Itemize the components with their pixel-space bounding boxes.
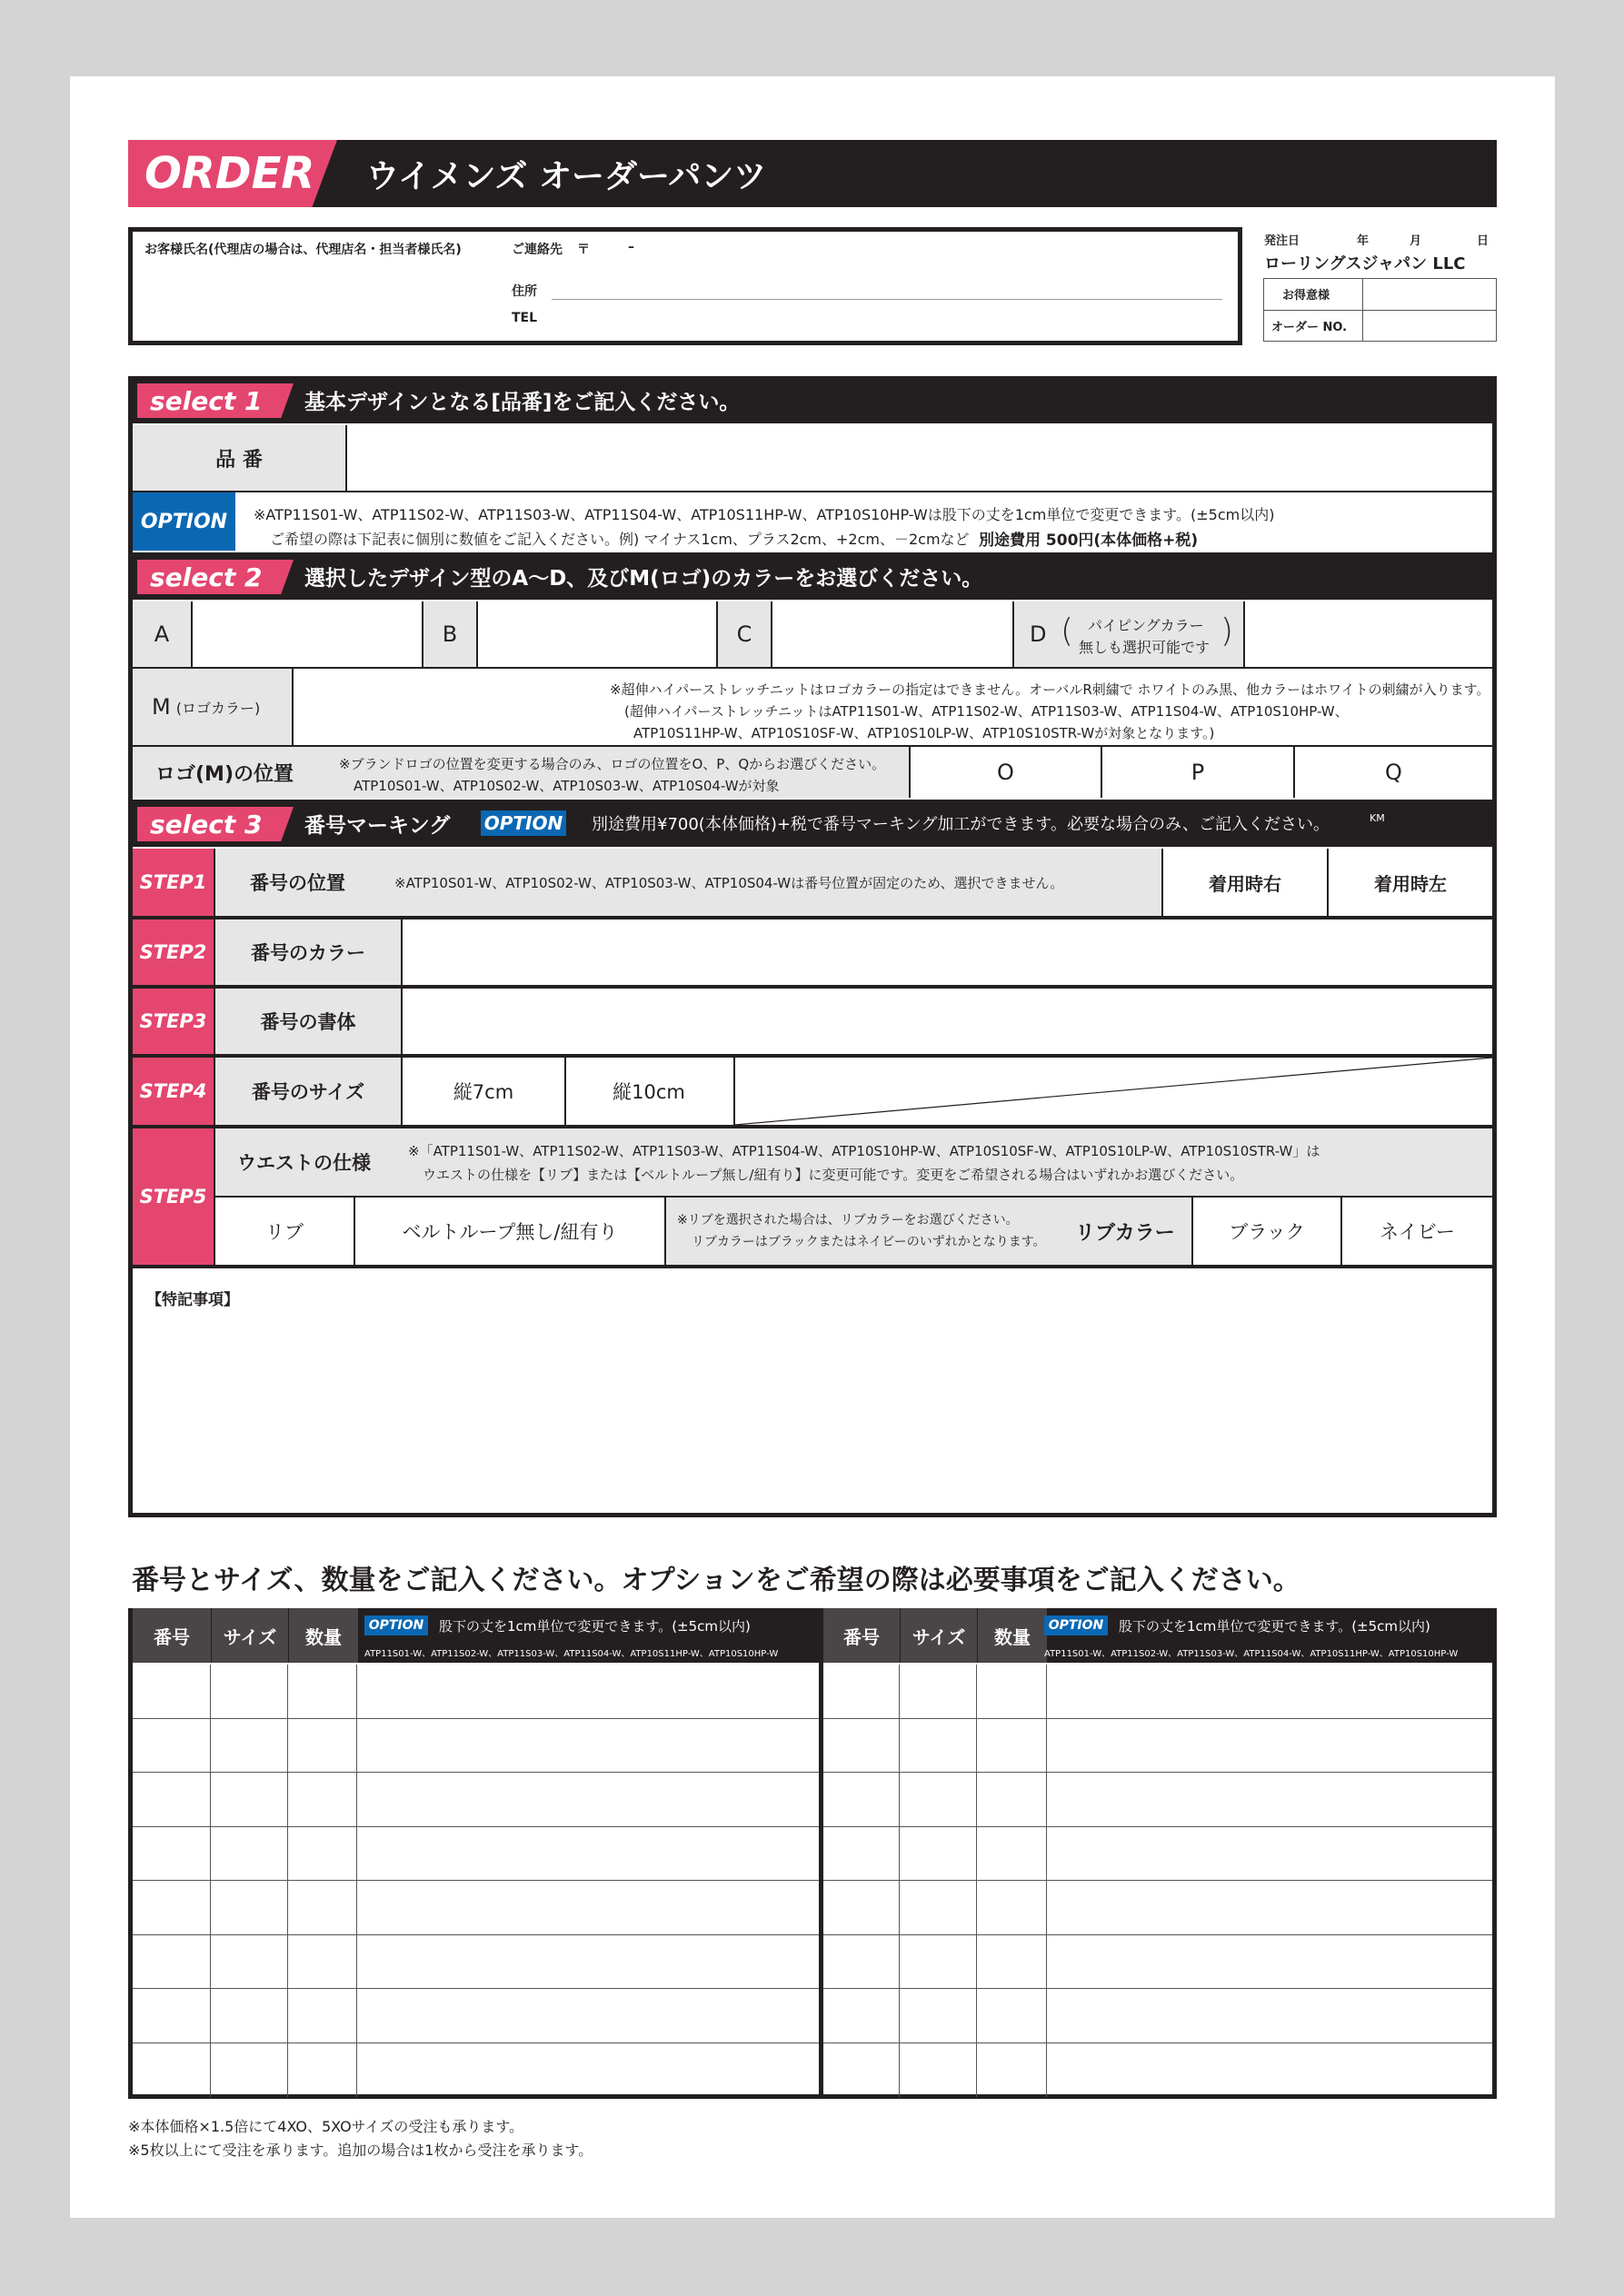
color-d-note1: パイピングカラー bbox=[1088, 617, 1204, 634]
select1-option-tag: OPTION bbox=[133, 492, 235, 551]
right-size-cell[interactable] bbox=[900, 1935, 977, 1990]
select1-option-line1: ※ATP11S01-W、ATP11S02-W、ATP11S03-W、ATP11S04-W、ATP10S11HP-W、ATP10S10HP-Wは股下の丈を1cm単位で変更できます。(±5cm以内) bbox=[254, 506, 1275, 523]
item-number-field[interactable] bbox=[347, 425, 1492, 491]
right-option-cell[interactable] bbox=[1047, 2043, 1492, 2098]
left-option-cell[interactable] bbox=[357, 1881, 819, 1935]
color-d-field[interactable] bbox=[1245, 601, 1492, 667]
color-b-field[interactable] bbox=[478, 601, 714, 667]
left-size-cell[interactable] bbox=[211, 1665, 288, 1719]
header-bar bbox=[128, 140, 1497, 207]
step5-note1: ※「ATP11S01-W、ATP11S02-W、ATP11S03-W、ATP11S04-W、ATP10S10HP-W、ATP10S10SF-W、ATP10S10LP-W、ATP10S10STR-W」は bbox=[408, 1143, 1320, 1159]
left-number-cell[interactable] bbox=[133, 1935, 211, 1990]
right-number-cell[interactable] bbox=[823, 1989, 900, 2043]
notes-label: 【特記事項】 bbox=[146, 1291, 239, 1309]
rib-note1: ※リブを選択された場合は、リブカラーをお選びください。 bbox=[677, 1213, 1019, 1228]
color-a-label: A bbox=[133, 601, 191, 667]
step4-option-7cm[interactable]: 縦7cm bbox=[453, 1081, 514, 1103]
rib-color-label: リブカラー bbox=[1075, 1221, 1175, 1245]
left-header-number: 番号 bbox=[133, 1608, 211, 1663]
select1-title: 基本デザインとなる[品番]をご記入ください。 bbox=[304, 390, 741, 414]
right-option-cell[interactable] bbox=[1047, 1989, 1492, 2043]
right-number-cell[interactable] bbox=[823, 1773, 900, 1827]
color-a-field[interactable] bbox=[193, 601, 420, 667]
order-date-day: 日 bbox=[1477, 234, 1489, 248]
order-date-month: 月 bbox=[1410, 234, 1422, 248]
select1-option-length-field[interactable] bbox=[237, 492, 1491, 551]
left-number-cell[interactable] bbox=[133, 1989, 211, 2043]
step1-tag: STEP1 bbox=[133, 849, 214, 916]
logo-color-label bbox=[152, 669, 260, 745]
left-qty-cell[interactable] bbox=[288, 1773, 357, 1827]
right-size-cell[interactable] bbox=[900, 1881, 977, 1935]
step4-option-10cm[interactable]: 縦10cm bbox=[613, 1081, 685, 1103]
right-qty-cell[interactable] bbox=[977, 2043, 1047, 2098]
color-d-paren-close: ) bbox=[1220, 612, 1234, 650]
step3-tag: STEP3 bbox=[133, 989, 214, 1054]
left-size-cell[interactable] bbox=[211, 1935, 288, 1990]
rib-note2: リブカラーはブラックまたはネイビーのいずれかとなります。 bbox=[692, 1235, 1046, 1249]
postal-dash: – bbox=[628, 240, 634, 254]
right-header-qty: 数量 bbox=[978, 1608, 1047, 1663]
right-number-cell[interactable] bbox=[823, 1719, 900, 1774]
left-size-cell[interactable] bbox=[211, 1881, 288, 1935]
left-option-cell[interactable] bbox=[357, 1665, 819, 1719]
left-qty-cell[interactable] bbox=[288, 1665, 357, 1719]
customer-name-label: お客様氏名(代理店の場合は、代理店名・担当者様氏名) bbox=[144, 243, 462, 257]
color-d-label: D bbox=[1030, 621, 1047, 647]
right-option-cell[interactable] bbox=[1047, 1773, 1492, 1827]
right-number-cell[interactable] bbox=[823, 2043, 900, 2098]
right-qty-cell[interactable] bbox=[977, 1881, 1047, 1935]
right-option-cell[interactable] bbox=[1047, 1665, 1492, 1719]
right-header-number: 番号 bbox=[823, 1608, 900, 1663]
left-qty-cell[interactable] bbox=[288, 1719, 357, 1774]
step5-option-beltloop[interactable]: ベルトループ無し/紐有り bbox=[402, 1221, 618, 1243]
left-size-cell[interactable] bbox=[211, 1989, 288, 2043]
left-option-cell[interactable] bbox=[357, 1827, 819, 1882]
color-d-note2: 無しも選択可能です bbox=[1079, 639, 1211, 656]
right-qty-cell[interactable] bbox=[977, 1989, 1047, 2043]
right-header-option-models: ATP11S01-W、ATP11S02-W、ATP11S03-W、ATP11S04-W、ATP10S11HP-W、ATP10S10HP-W bbox=[1044, 1649, 1459, 1659]
logo-color-note1: ※超伸ハイパーストレッチニットはロゴカラーの指定はできません。オーバルR刺繍で ホワイトのみ黒、他カラーはホワイトの刺繍が入ります。 bbox=[610, 681, 1490, 698]
right-size-cell[interactable] bbox=[900, 1773, 977, 1827]
order-sheet bbox=[70, 76, 1555, 2218]
right-qty-cell[interactable] bbox=[977, 1665, 1047, 1719]
order-date-year: 年 bbox=[1357, 234, 1370, 248]
right-option-cell[interactable] bbox=[1047, 1719, 1492, 1774]
right-option-cell[interactable] bbox=[1047, 1935, 1492, 1990]
left-size-cell[interactable] bbox=[211, 2043, 288, 2098]
select1-option-fee: 別途費用 500円(本体価格+税) bbox=[979, 532, 1199, 550]
address-label: 住所 bbox=[512, 284, 537, 299]
right-header-size: サイズ bbox=[901, 1608, 977, 1663]
select3-desc: 別途費用¥700(本体価格)+税で番号マーキング加工ができます。必要な場合のみ、ご記入ください。 bbox=[592, 815, 1330, 834]
left-number-cell[interactable] bbox=[133, 1773, 211, 1827]
right-number-cell[interactable] bbox=[823, 1881, 900, 1935]
left-number-cell[interactable] bbox=[133, 1665, 211, 1719]
right-size-cell[interactable] bbox=[900, 1989, 977, 2043]
left-number-cell[interactable] bbox=[133, 1881, 211, 1935]
order-label: ORDER bbox=[144, 148, 315, 199]
step4-diagonal-line bbox=[735, 1058, 1492, 1125]
right-size-cell[interactable] bbox=[900, 2043, 977, 2098]
step1-note: ※ATP10S01-W、ATP10S02-W、ATP10S03-W、ATP10S04-Wは番号位置が固定のため、選択できません。 bbox=[394, 874, 1064, 891]
right-header-option-tag: OPTION bbox=[1044, 1615, 1108, 1635]
logo-color-field[interactable] bbox=[294, 669, 603, 745]
step3-label: 番号の書体 bbox=[215, 989, 401, 1054]
step5-note2: ウエストの仕様を【リブ】または【ベルトループ無し/紐有り】に変更可能です。変更をご希望される場合はいずれかお選びください。 bbox=[423, 1167, 1244, 1183]
rib-color-black[interactable]: ブラック bbox=[1229, 1221, 1305, 1243]
step3-field[interactable] bbox=[403, 989, 1492, 1054]
footer-note2: ※5枚以上にて受注を承ります。追加の場合は1枚から受注を承ります。 bbox=[128, 2142, 593, 2159]
select1-option-line2: ご希望の際は下記表に個別に数値をご記入ください。例) マイナス1cm、プラス2cm、+2cm、－2cmなど bbox=[270, 531, 970, 548]
color-d-paren-open: ( bbox=[1061, 612, 1074, 650]
logo-color-m: M bbox=[152, 694, 171, 720]
customer-name-field[interactable] bbox=[143, 258, 506, 335]
left-number-cell[interactable] bbox=[133, 2043, 211, 2098]
right-size-cell[interactable] bbox=[900, 1827, 977, 1882]
step5-label: ウエストの仕様 bbox=[237, 1152, 371, 1174]
step2-label: 番号のカラー bbox=[215, 919, 401, 985]
client-label: お得意様 bbox=[1282, 289, 1330, 303]
step5-header-box bbox=[215, 1128, 1492, 1196]
step4-tag: STEP4 bbox=[133, 1058, 214, 1125]
logo-position-note2: ATP10S01-W、ATP10S02-W、ATP10S03-W、ATP10S04-Wが対象 bbox=[354, 778, 780, 794]
left-header-size: サイズ bbox=[212, 1608, 288, 1663]
tel-field[interactable] bbox=[552, 305, 1222, 331]
select1-tag: select 1 bbox=[150, 385, 263, 416]
client-field[interactable] bbox=[1363, 279, 1496, 309]
right-size-cell[interactable] bbox=[900, 1719, 977, 1774]
left-header-qty: 数量 bbox=[289, 1608, 358, 1663]
company-name: ローリングスジャパン LLC bbox=[1264, 254, 1466, 273]
logo-position-label: ロゴ(M)の位置 bbox=[155, 762, 294, 786]
tel-label: TEL bbox=[512, 311, 538, 325]
color-c-label: C bbox=[718, 601, 771, 667]
order-no-label: オーダー NO. bbox=[1271, 321, 1348, 334]
right-header-option-text: 股下の丈を1cm単位で変更できます。(±5cm以内) bbox=[1119, 1618, 1430, 1635]
left-header-option-models: ATP11S01-W、ATP11S02-W、ATP11S03-W、ATP11S04-W、ATP10S11HP-W、ATP10S10HP-W bbox=[364, 1649, 779, 1659]
order-date-label: 発注日 bbox=[1264, 234, 1300, 248]
left-size-cell[interactable] bbox=[211, 1719, 288, 1774]
postal-code-field[interactable] bbox=[595, 236, 759, 258]
left-header-option-text: 股下の丈を1cm単位で変更できます。(±5cm以内) bbox=[439, 1618, 751, 1635]
right-qty-cell[interactable] bbox=[977, 1827, 1047, 1882]
step5-tag: STEP5 bbox=[133, 1128, 214, 1265]
page-title: ウイメンズ オーダーパンツ bbox=[366, 157, 767, 195]
select3-km-mark: KM bbox=[1370, 812, 1385, 824]
left-number-cell[interactable] bbox=[133, 1719, 211, 1774]
right-number-cell[interactable] bbox=[823, 1827, 900, 1882]
postal-mark: 〒 bbox=[577, 243, 590, 257]
logo-position-note1: ※ブランドロゴの位置を変更する場合のみ、ロゴの位置をO、P、Qからお選びください。 bbox=[339, 756, 886, 772]
step5-option-rib[interactable]: リブ bbox=[265, 1221, 304, 1243]
logo-color-note2: (超伸ハイパーストレッチニットはATP11S01-W、ATP11S02-W、ATP11S03-W、ATP11S04-W、ATP10S10HP-W、 bbox=[624, 703, 1349, 720]
select3-title: 番号マーキング bbox=[304, 813, 451, 838]
select2-title: 選択したデザイン型のA～D、及びM(ロゴ)のカラーをお選びください。 bbox=[304, 566, 983, 591]
right-qty-cell[interactable] bbox=[977, 1719, 1047, 1774]
table-heading: 番号とサイズ、数量をご記入ください。オプションをご希望の際は必要事項をご記入ください。 bbox=[132, 1565, 1300, 1596]
logo-position-o[interactable]: O bbox=[997, 760, 1014, 785]
select3-tag: select 3 bbox=[150, 809, 263, 840]
address-field[interactable] bbox=[552, 276, 1222, 300]
color-c-field[interactable] bbox=[772, 601, 1011, 667]
left-number-cell[interactable] bbox=[133, 1827, 211, 1882]
left-option-cell[interactable] bbox=[357, 2043, 819, 2098]
step4-label: 番号のサイズ bbox=[215, 1058, 401, 1125]
footer-note1: ※本体価格×1.5倍にて4XO、5XOサイズの受注も承ります。 bbox=[128, 2118, 524, 2135]
right-qty-cell[interactable] bbox=[977, 1935, 1047, 1990]
left-qty-cell[interactable] bbox=[288, 1935, 357, 1990]
step2-field[interactable] bbox=[403, 919, 1492, 985]
step1-option-left[interactable]: 着用時左 bbox=[1374, 872, 1447, 895]
left-option-cell[interactable] bbox=[357, 1935, 819, 1990]
left-qty-cell[interactable] bbox=[288, 1989, 357, 2043]
contact-label: ご連絡先 bbox=[512, 243, 563, 257]
left-header-option-tag: OPTION bbox=[364, 1615, 428, 1635]
logo-color-sub: (ロゴカラー) bbox=[175, 699, 261, 717]
logo-position-p[interactable]: P bbox=[1191, 760, 1205, 785]
right-number-cell[interactable] bbox=[823, 1935, 900, 1990]
left-qty-cell[interactable] bbox=[288, 1827, 357, 1882]
left-size-cell[interactable] bbox=[211, 1827, 288, 1882]
right-size-cell[interactable] bbox=[900, 1665, 977, 1719]
right-option-cell[interactable] bbox=[1047, 1827, 1492, 1882]
notes-field[interactable] bbox=[135, 1312, 1489, 1512]
color-b-label: B bbox=[423, 601, 476, 667]
right-qty-cell[interactable] bbox=[977, 1773, 1047, 1827]
logo-color-note3: ATP10S11HP-W、ATP10S10SF-W、ATP10S10LP-W、ATP10S10STR-Wが対象となります。) bbox=[633, 725, 1215, 741]
step1-option-right[interactable]: 着用時右 bbox=[1209, 872, 1281, 895]
left-option-cell[interactable] bbox=[357, 1989, 819, 2043]
left-qty-cell[interactable] bbox=[288, 1881, 357, 1935]
left-qty-cell[interactable] bbox=[288, 2043, 357, 2098]
select2-tag: select 2 bbox=[150, 562, 263, 592]
step2-tag: STEP2 bbox=[133, 919, 214, 985]
order-no-field[interactable] bbox=[1363, 311, 1496, 341]
right-number-cell[interactable] bbox=[823, 1665, 900, 1719]
item-number-label: 品 番 bbox=[133, 425, 345, 491]
step1-label: 番号の位置 bbox=[250, 872, 345, 894]
left-size-cell[interactable] bbox=[211, 1773, 288, 1827]
logo-position-q[interactable]: Q bbox=[1385, 760, 1402, 785]
right-option-cell[interactable] bbox=[1047, 1881, 1492, 1935]
left-option-cell[interactable] bbox=[357, 1719, 819, 1774]
select3-option-tag: OPTION bbox=[481, 810, 566, 836]
left-option-cell[interactable] bbox=[357, 1773, 819, 1827]
rib-color-navy[interactable]: ネイビー bbox=[1380, 1221, 1455, 1243]
